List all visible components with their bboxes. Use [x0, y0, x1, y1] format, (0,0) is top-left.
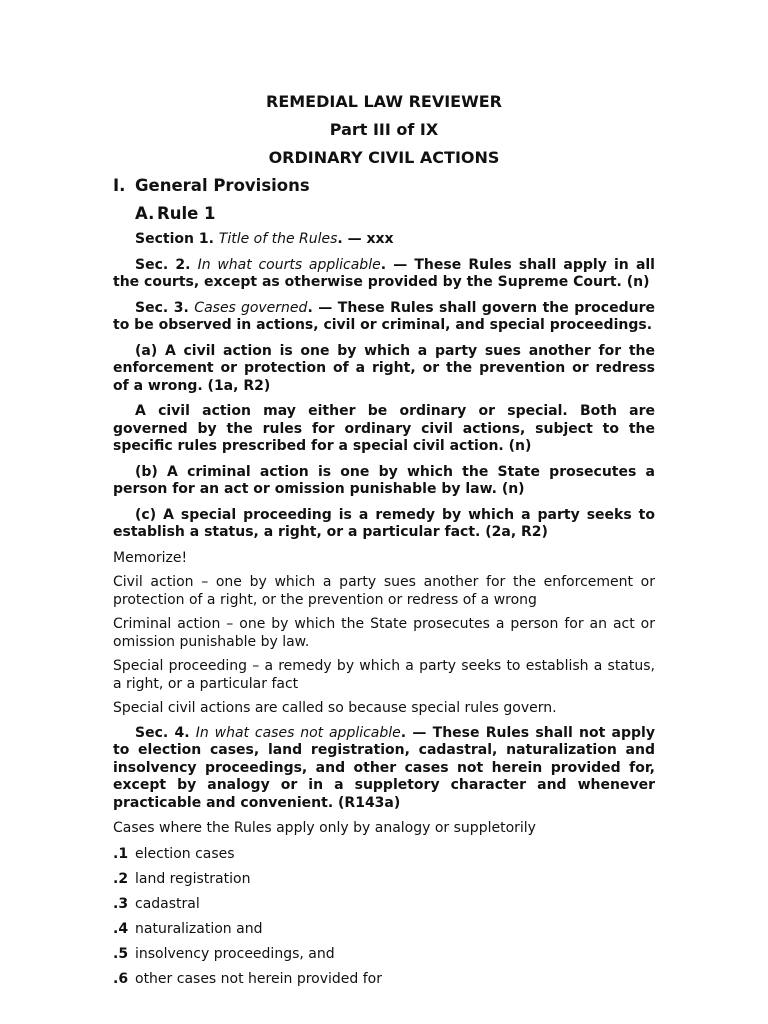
list-item-number: .1 — [113, 845, 129, 862]
sec1-rest: . — xxx — [337, 231, 394, 247]
list-item-number: .6 — [113, 970, 129, 987]
list-item — [113, 845, 655, 870]
list-item — [113, 895, 655, 920]
doc-subtitle: ORDINARY CIVIL ACTIONS — [268, 148, 500, 167]
sec2-label: Sec. 2. — [135, 256, 198, 273]
sec2-rest: . — These Rules shall apply in all the courts, except as otherwise provided by the Supreme Court. (n) — [113, 256, 655, 290]
list-item-text: other cases not herein provided for — [135, 970, 382, 987]
list-item-number: .5 — [113, 945, 129, 962]
subsection-title: Rule 1 — [157, 204, 216, 223]
sec3-label: Sec. 3. — [135, 299, 195, 316]
list-item-number: .2 — [113, 870, 129, 887]
list-item — [113, 920, 655, 945]
section-4 — [113, 725, 655, 813]
note-criminal-action: Criminal action – one by which the State prosecutes a person for an act or omission punishable by law. — [113, 616, 655, 650]
sec4-title: In what cases not applicable — [195, 724, 401, 741]
subsection-heading — [135, 202, 655, 230]
paragraph-b: (b) A criminal action is one by which the State prosecutes a person for an act or omission punishable by law. (n) — [113, 463, 655, 497]
list-item-text: election cases — [135, 845, 235, 862]
sec2-title: In what courts applicable — [197, 256, 381, 273]
sec3-rest: . — These Rules shall govern the procedure to be observed in actions, civil or criminal, and special proceedings. — [113, 299, 655, 333]
sec3-title: Cases governed — [194, 299, 308, 316]
paragraph-civil-action: A civil action may either be ordinary or special. Both are governed by the rules for ordinary civil actions, subject to the specific rules prescribed for a special civil action. (n) — [113, 403, 655, 454]
paragraph-c: (c) A special proceeding is a remedy by which a party seeks to establish a status, a right, or a particular fact. (2a, R2) — [113, 506, 655, 540]
list-item-text: naturalization and — [135, 920, 263, 937]
sec1-title: Title of the Rules — [218, 231, 338, 247]
sec4-rest: . — These Rules shall not apply to election cases, land registration, cadastral, naturalization and insolvency proceedings, and other cases not herein provided for, except by analogy or in a suppletory character and whenever practicable and convenient. (R143a) — [113, 724, 655, 811]
list-item-text: cadastral — [135, 895, 200, 912]
sec4-label: Sec. 4. — [135, 724, 196, 741]
sec1-label: Section 1. — [135, 231, 219, 247]
section-title: General Provisions — [135, 176, 310, 195]
list-item — [113, 870, 655, 895]
note-special-civil-actions: Special civil actions are called so because special rules govern. — [113, 700, 557, 716]
note-memorize: Memorize! — [113, 549, 188, 566]
doc-part: Part III of IX — [329, 120, 439, 139]
list-item — [113, 970, 655, 995]
note-special-proceeding: Special proceeding – a remedy by which a party seeks to establish a status, a right, or a particular fact — [113, 658, 655, 692]
list-item-text: insolvency proceedings, and — [135, 945, 335, 962]
cases-list — [113, 845, 655, 995]
list-item-number: .3 — [113, 895, 129, 912]
list-item-text: land registration — [135, 870, 251, 887]
cases-intro: Cases where the Rules apply only by analogy or suppletorily — [113, 820, 536, 836]
section-heading — [113, 174, 655, 202]
list-item — [113, 945, 655, 970]
doc-title: REMEDIAL LAW REVIEWER — [266, 92, 502, 111]
section-3 — [113, 300, 655, 335]
list-item-number: .4 — [113, 920, 129, 937]
section-2 — [113, 257, 655, 292]
section-1 — [113, 231, 655, 249]
section-number: I. — [113, 176, 126, 195]
paragraph-a: (a) A civil action is one by which a party sues another for the enforcement or protection of a right, or the prevention or redress of a wrong. (1a, R2) — [113, 342, 655, 394]
subsection-number: A. — [135, 204, 155, 223]
note-civil-action: Civil action – one by which a party sues another for the enforcement or protection of a right, or the prevention or redress of a wrong — [113, 574, 655, 608]
